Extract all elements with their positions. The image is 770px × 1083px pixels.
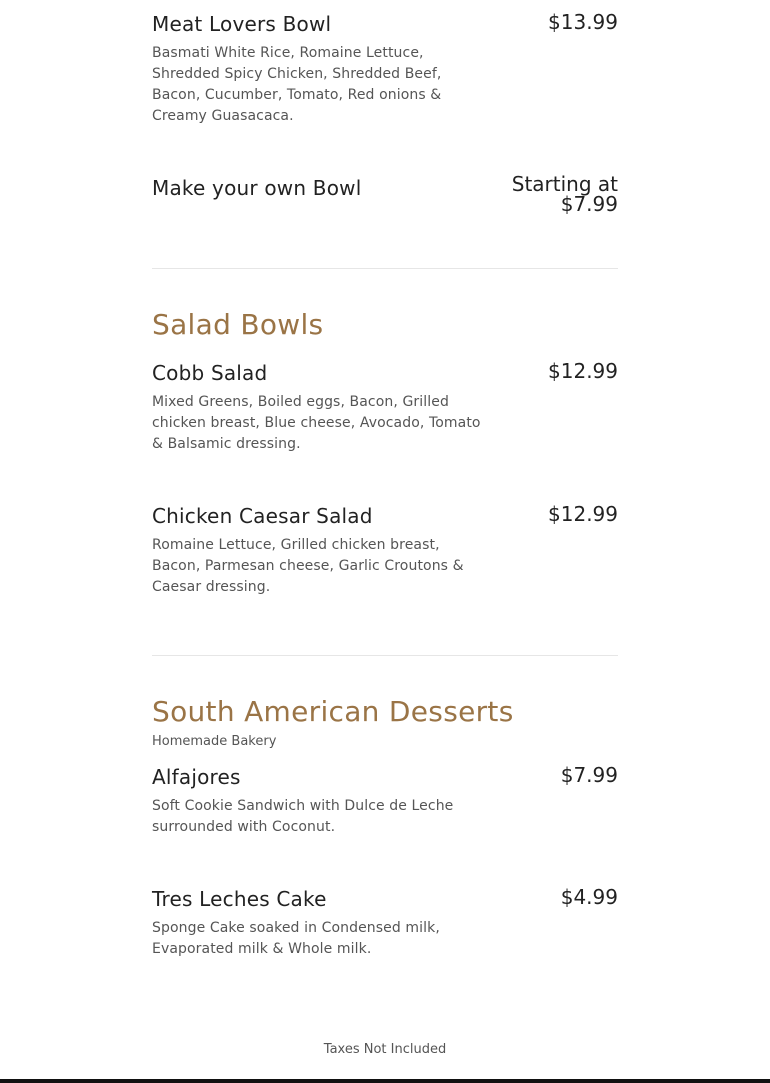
item-name: Make your own Bowl bbox=[152, 176, 362, 200]
section-divider bbox=[152, 268, 618, 269]
section-title: Salad Bowls bbox=[152, 308, 324, 341]
item-name: Meat Lovers Bowl bbox=[152, 12, 332, 36]
menu-item bbox=[152, 765, 618, 838]
item-price: $12.99 bbox=[548, 502, 618, 526]
item-price: $12.99 bbox=[548, 359, 618, 383]
menu-content bbox=[152, 0, 618, 960]
item-description: Sponge Cake soaked in Condensed milk, Evaporated milk & Whole milk. bbox=[152, 920, 440, 957]
menu-item bbox=[152, 361, 618, 455]
section-subtitle: Homemade Bakery bbox=[152, 734, 277, 749]
menu-item bbox=[152, 504, 618, 598]
item-price: $13.99 bbox=[548, 10, 618, 34]
section-title: South American Desserts bbox=[152, 695, 514, 728]
item-price-value: $7.99 bbox=[560, 192, 618, 216]
item-description: Mixed Greens, Boiled eggs, Bacon, Grilled chicken breast, Blue cheese, Avocado, Tomato & Balsamic dressing. bbox=[152, 394, 481, 452]
item-description: Romaine Lettuce, Grilled chicken breast, Bacon, Parmesan cheese, Garlic Croutons & Caesar dressing. bbox=[152, 537, 464, 595]
item-price bbox=[512, 174, 618, 214]
item-price: $7.99 bbox=[560, 763, 618, 787]
item-name: Alfajores bbox=[152, 765, 241, 789]
taxes-note: Taxes Not Included bbox=[323, 1042, 447, 1057]
menu-item bbox=[152, 12, 618, 127]
menu-item bbox=[152, 887, 618, 960]
item-name: Tres Leches Cake bbox=[152, 887, 327, 911]
bottom-bar bbox=[0, 1079, 770, 1083]
item-description: Basmati White Rice, Romaine Lettuce, Shredded Spicy Chicken, Shredded Beef, Bacon, Cucumber, Tomato, Red onions & Creamy Guasacaca. bbox=[152, 45, 442, 124]
item-description: Soft Cookie Sandwich with Dulce de Leche surrounded with Coconut. bbox=[152, 798, 454, 835]
item-name: Cobb Salad bbox=[152, 361, 268, 385]
item-price: $4.99 bbox=[560, 885, 618, 909]
menu-item bbox=[152, 172, 618, 236]
item-price-prefix: Starting at bbox=[511, 172, 618, 196]
item-name: Chicken Caesar Salad bbox=[152, 504, 373, 528]
section-divider bbox=[152, 655, 618, 656]
